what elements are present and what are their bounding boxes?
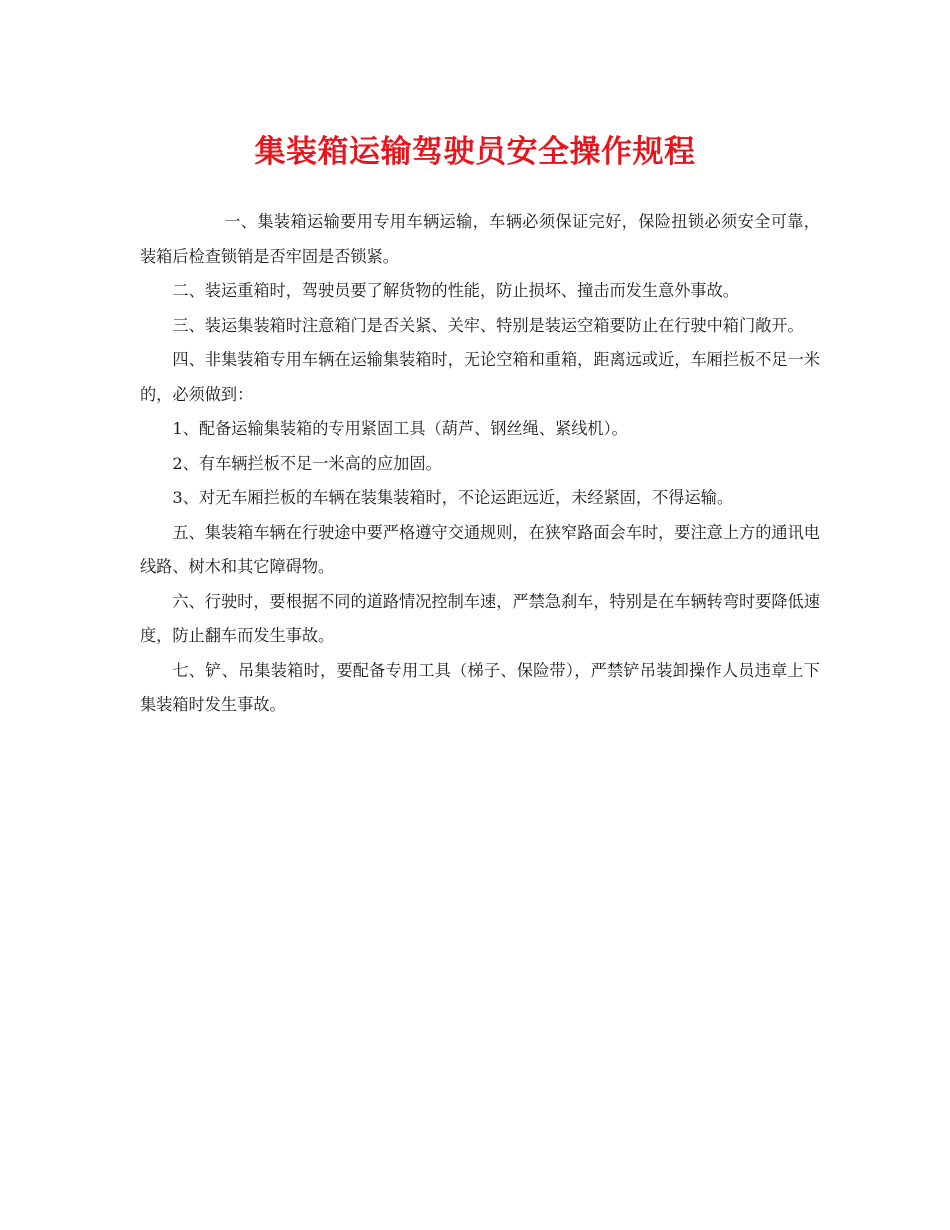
paragraph-4: 四、非集装箱专用车辆在运输集装箱时，无论空箱和重箱，距离远或近，车厢拦板不足一米的，必须做到： bbox=[140, 350, 820, 404]
paragraph-7: 3、对无车厢拦板的车辆在装集装箱时，不论运距远近，未经紧固，不得运输。 bbox=[172, 488, 734, 507]
paragraph-1: 一、集装箱运输要用专用车辆运输，车辆必须保证完好，保险扭锁必须安全可靠，装箱后检查锁销是否牢固是否锁紧。 bbox=[140, 212, 820, 266]
paragraph-9: 六、行驶时，要根据不同的道路情况控制车速，严禁急刹车，特别是在车辆转弯时要降低速度，防止翻车而发生事故。 bbox=[140, 591, 820, 645]
paragraph-6: 2、有车辆拦板不足一米高的应加固。 bbox=[172, 453, 442, 473]
paragraph-8: 五、集装箱车辆在行驶途中要严格遵守交通规则，在狭窄路面会车时，要注意上方的通讯电线路、树木和其它障碍物。 bbox=[140, 522, 820, 576]
document-body bbox=[140, 205, 820, 723]
paragraph-2: 二、装运重箱时，驾驶员要了解货物的性能，防止损坏、撞击而发生意外事故。 bbox=[172, 281, 739, 300]
paragraph-3: 三、装运集装箱时注意箱门是否关紧、关牢、特别是装运空箱要防止在行驶中箱门敞开。 bbox=[172, 315, 804, 335]
paragraph-10: 七、铲、吊集装箱时，要配备专用工具（梯子、保险带），严禁铲吊装卸操作人员违章上下集装箱时发生事故。 bbox=[140, 660, 820, 714]
document-title: 集装箱运输驾驶员安全操作规程 bbox=[254, 134, 696, 170]
paragraph-5: 1、配备运输集装箱的专用紧固工具（葫芦、钢丝绳、紧线机）。 bbox=[172, 419, 628, 438]
